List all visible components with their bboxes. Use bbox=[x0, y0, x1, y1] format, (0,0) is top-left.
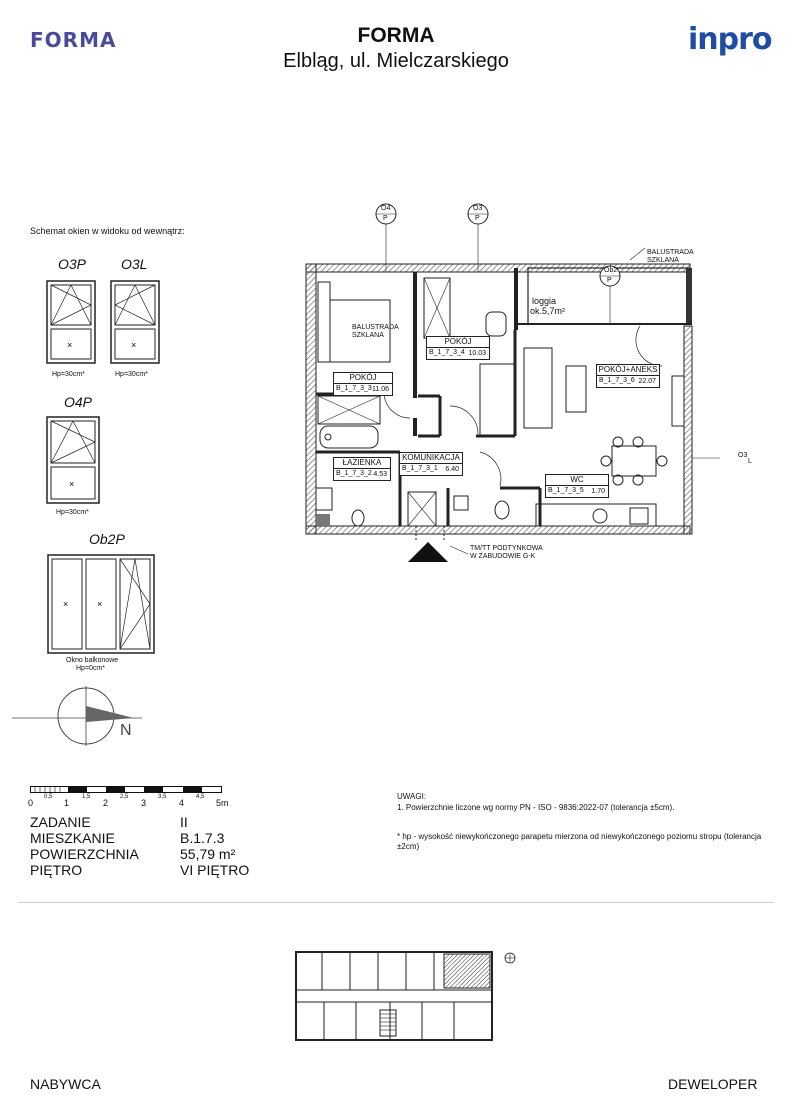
inpro-logo: inpro bbox=[688, 22, 772, 57]
scale-minor-15: 1,5 bbox=[82, 794, 91, 800]
marker-o3-top: O3 bbox=[473, 205, 483, 212]
installation-note-2: W ZABUDOWIE G-K bbox=[470, 553, 536, 560]
window-ob2p-diagram bbox=[47, 554, 155, 654]
window-label-o4p: O4P bbox=[64, 394, 93, 410]
scale-label-0: 0 bbox=[28, 798, 34, 808]
window-schema-heading: Schemat okien w widoku od wewnątrz: bbox=[30, 226, 185, 236]
room-name: KOMUNIKACJA bbox=[400, 453, 462, 464]
window-o4p-note: Hp=30cm* bbox=[56, 509, 89, 516]
info-value-floor: VI PIĘTRO bbox=[180, 862, 250, 878]
room-code: B_1_7_3_2 bbox=[336, 470, 372, 477]
key-plan bbox=[294, 948, 522, 1048]
room-name: POKÓJ+ANEKS bbox=[598, 365, 658, 374]
installation-note-1: TM/TT PODTYNKOWA bbox=[470, 545, 543, 552]
info-label-area: POWIERZCHNIA bbox=[30, 846, 139, 862]
scale-minor-45: 4,5 bbox=[196, 794, 205, 800]
svg-text:×: × bbox=[69, 479, 75, 489]
marker-o4-bottom: P bbox=[383, 215, 388, 222]
window-o4p-diagram bbox=[46, 416, 100, 504]
marker-o3-bottom: P bbox=[475, 215, 480, 222]
scale-label-3: 3 bbox=[141, 798, 147, 808]
svg-text:×: × bbox=[97, 599, 103, 609]
scale-label-4: 4 bbox=[179, 798, 185, 808]
room-area: 4.53 bbox=[373, 471, 387, 478]
scale-label-1: 1 bbox=[64, 798, 70, 808]
room-tag-wc bbox=[545, 474, 609, 498]
svg-text:×: × bbox=[131, 340, 137, 350]
svg-text:×: × bbox=[67, 340, 73, 350]
balustrade-room-1: BALUSTRADA bbox=[352, 324, 399, 331]
room-code: B_1_7_3_1 bbox=[402, 465, 438, 472]
room-tag-komunikacja bbox=[399, 452, 463, 476]
room-code: B_1_7_3_5 bbox=[548, 487, 584, 494]
room-code: B_1_7_3_6 bbox=[599, 377, 635, 384]
room-name: POKÓJ bbox=[334, 373, 392, 384]
room-area: 10.03 bbox=[468, 350, 486, 357]
forma-logo: FORMA bbox=[30, 28, 117, 52]
room-tag-pokoj-3 bbox=[333, 372, 393, 396]
scale-label-2: 2 bbox=[103, 798, 109, 808]
marker-ob2-bottom: P bbox=[607, 277, 612, 284]
balustrade-top-1: BALUSTRADA bbox=[647, 249, 694, 256]
window-o3p-diagram bbox=[46, 280, 96, 364]
room-code: B_1_7_3_3 bbox=[336, 385, 372, 392]
room-name: WC bbox=[546, 475, 608, 486]
loggia-label: loggia bbox=[532, 296, 557, 306]
info-label-apartment: MIESZKANIE bbox=[30, 830, 115, 846]
window-label-o3p: O3P bbox=[58, 256, 87, 272]
scale-minor-35: 3,5 bbox=[158, 794, 167, 800]
info-value-task: II bbox=[180, 814, 188, 830]
info-value-apartment: B.1.7.3 bbox=[180, 830, 225, 846]
svg-text:×: × bbox=[63, 599, 69, 609]
info-label-floor: PIĘTRO bbox=[30, 862, 83, 878]
marker-o3l-bottom: L bbox=[748, 458, 752, 465]
marker-o3l-top: O3 bbox=[738, 452, 748, 459]
room-area: 1.70 bbox=[591, 488, 605, 495]
notes-heading: UWAGI: bbox=[397, 792, 427, 801]
window-ob2p-note-1: Okno balkonowe bbox=[66, 657, 119, 664]
room-area: 11.06 bbox=[372, 386, 389, 393]
window-label-ob2p: Ob2P bbox=[89, 531, 125, 547]
marker-ob2-top: Ob2 bbox=[604, 267, 618, 274]
window-o3l-diagram bbox=[110, 280, 160, 364]
notes-line-1: 1. Powierzchnie liczone wg normy PN - ISO - 9836:2022-07 (tolerancja ±5cm). bbox=[397, 803, 675, 812]
scale-minor-25: 2,5 bbox=[120, 794, 129, 800]
developer-signature-label: DEWELOPER bbox=[668, 1076, 758, 1092]
room-tag-lazienka bbox=[333, 457, 391, 481]
info-value-area: 55,79 m² bbox=[180, 846, 236, 862]
scale-minor-05: 0,5 bbox=[44, 794, 53, 800]
loggia-area: ok.5,7m² bbox=[530, 306, 566, 316]
north-label: N bbox=[120, 722, 132, 739]
room-code: B_1_7_3_4 bbox=[429, 349, 465, 356]
room-tag-pokoj-4 bbox=[426, 336, 490, 360]
room-area: 22.07 bbox=[638, 378, 656, 385]
room-name: ŁAZIENKA bbox=[334, 458, 390, 469]
page-title: FORMA bbox=[357, 24, 435, 47]
info-label-task: ZADANIE bbox=[30, 814, 91, 830]
window-label-o3l: O3L bbox=[121, 256, 148, 272]
marker-o4-top: O4 bbox=[381, 205, 391, 212]
balustrade-top-2: SZKLANA bbox=[647, 257, 679, 264]
buyer-signature-label: NABYWCA bbox=[30, 1076, 101, 1092]
window-ob2p-note-2: Hp=0cm* bbox=[76, 665, 105, 672]
separator-line bbox=[18, 902, 774, 903]
room-area: 6.40 bbox=[445, 466, 459, 473]
window-o3p-note: Hp=30cm* bbox=[52, 371, 85, 378]
page-subtitle: Elbląg, ul. Mielczarskiego bbox=[283, 50, 509, 72]
balustrade-room-2: SZKLANA bbox=[352, 332, 384, 339]
room-name: POKÓJ bbox=[427, 337, 489, 348]
notes-line-2b: ±2cm) bbox=[397, 842, 420, 851]
notes-line-2a: * hp - wysokość niewykończonego parapetu mierzona od niewykończonego poziomu stropu (tolerancja bbox=[397, 832, 762, 841]
scale-label-5: 5m bbox=[216, 798, 229, 808]
room-tag-pokoj-aneks bbox=[596, 364, 660, 388]
window-o3l-note: Hp=30cm* bbox=[115, 371, 148, 378]
